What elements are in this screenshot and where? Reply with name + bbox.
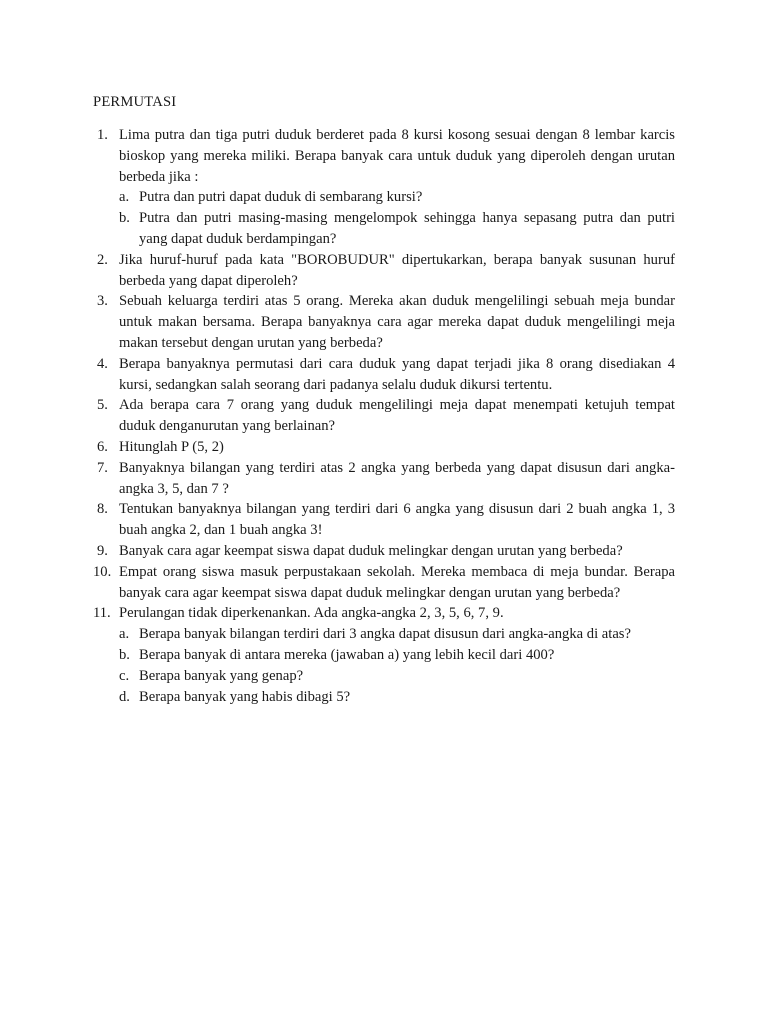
question-text: Perulangan tidak diperkenankan. Ada angka-angka 2, 3, 5, 6, 7, 9.: [119, 605, 504, 622]
question-item: [93, 458, 675, 500]
sub-question-text: Berapa banyak bilangan terdiri dari 3 angka dapat disusun dari angka-angka di atas?: [139, 626, 631, 643]
question-item: [93, 395, 675, 437]
sub-question-letter: a.: [119, 626, 130, 643]
question-number: 7.: [97, 459, 108, 476]
question-number: 11.: [93, 605, 111, 622]
sub-question-text: Putra dan putri dapat duduk di sembarang kursi?: [139, 189, 423, 206]
question-text: Jika huruf-huruf pada kata "BOROBUDUR" dipertukarkan, berapa banyak susunan huruf berbeda yang dapat diperoleh?: [119, 251, 675, 289]
question-text: Empat orang siswa masuk perpustakaan sekolah. Mereka membaca di meja bundar. Berapa banyak cara agar keempat siswa dapat duduk melingkar dengan urutan yang berbeda?: [119, 563, 675, 601]
question-item: [93, 125, 675, 250]
question-item: [93, 499, 675, 541]
question-number: 2.: [97, 251, 108, 268]
question-item: [93, 541, 675, 562]
sub-question-text: Berapa banyak di antara mereka (jawaban a) yang lebih kecil dari 400?: [139, 646, 555, 663]
question-number: 4.: [97, 355, 108, 372]
question-text: Tentukan banyaknya bilangan yang terdiri dari 6 angka yang disusun dari 2 buah angka 1, 3 buah angka 2, dan 1 buah angka 3!: [119, 501, 675, 539]
question-text: Banyak cara agar keempat siswa dapat duduk melingkar dengan urutan yang berbeda?: [119, 542, 623, 559]
question-item: [93, 291, 675, 353]
question-item: [93, 562, 675, 604]
question-number: 10.: [93, 563, 112, 580]
sub-question: [119, 208, 675, 250]
question-item: [93, 354, 675, 396]
question-item: [93, 603, 675, 707]
sub-question-letter: c.: [119, 667, 130, 684]
question-text: Berapa banyaknya permutasi dari cara duduk yang dapat terjadi jika 8 orang disediakan 4 kursi, sedangkan salah seorang dari padanya selalu duduk dikursi tertentu.: [119, 355, 675, 393]
question-list: [93, 125, 675, 707]
sub-question: [119, 687, 675, 708]
question-text: Banyaknya bilangan yang terdiri atas 2 angka yang berbeda yang dapat disusun dari angka-angka 3, 5, dan 7 ?: [119, 459, 675, 497]
question-number: 9.: [97, 542, 108, 559]
question-text: Hitunglah P (5, 2): [119, 438, 224, 455]
question-number: 6.: [97, 438, 108, 455]
question-item: [93, 437, 675, 458]
sub-question-letter: b.: [119, 646, 130, 663]
sub-question-letter: d.: [119, 688, 130, 705]
sub-question-text: Berapa banyak yang genap?: [139, 667, 304, 684]
sub-question: [119, 645, 675, 666]
question-number: 3.: [97, 293, 108, 310]
sub-question-text: Putra dan putri masing-masing mengelompok sehingga hanya sepasang putra dan putri yang dapat duduk berdampingan?: [139, 210, 675, 247]
question-number: 5.: [97, 397, 108, 414]
question-text: Sebuah keluarga terdiri atas 5 orang. Mereka akan duduk mengelilingi sebuah meja bundar untuk makan bersama. Berapa banyaknya cara agar mereka dapat duduk mengelilingi meja makan tersebut dengan urutan yang berbeda?: [119, 293, 675, 351]
sub-question-text: Berapa banyak yang habis dibagi 5?: [139, 688, 351, 705]
question-number: 1.: [97, 127, 108, 143]
sub-question: [119, 187, 675, 208]
sub-question-letter: a.: [119, 189, 130, 206]
page-title: PERMUTASI: [93, 94, 177, 110]
sub-question: [119, 624, 675, 645]
question-text: Lima putra dan tiga putri duduk berderet pada 8 kursi kosong sesuai dengan 8 lembar karcis bioskop yang mereka miliki. Berapa banyak cara untuk duduk yang diperoleh dengan urutan berbeda jika :: [119, 127, 675, 185]
question-number: 8.: [97, 501, 108, 518]
question-item: [93, 250, 675, 292]
sub-question-letter: b.: [119, 210, 130, 227]
question-text: Ada berapa cara 7 orang yang duduk mengelilingi meja dapat menempati ketujuh tempat duduk denganurutan yang berlainan?: [119, 397, 675, 435]
sub-question: [119, 666, 675, 687]
